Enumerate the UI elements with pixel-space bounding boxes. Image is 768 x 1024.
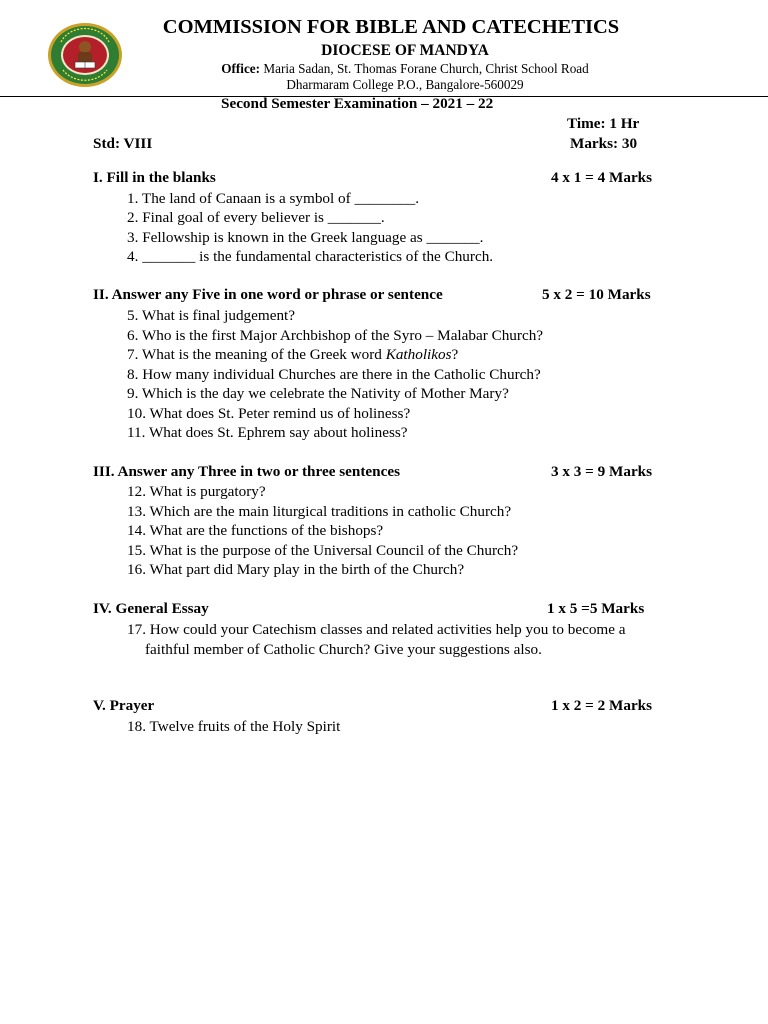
- question-4: 4. _______ is the fundamental characteristics of the Church.: [127, 248, 494, 265]
- question-12: 12. What is purgatory?: [127, 483, 266, 500]
- section-4-title: IV. General Essay: [93, 600, 209, 617]
- diocese-name: DIOCESE OF MANDYA: [321, 42, 489, 59]
- question-15: 15. What is the purpose of the Universal Council of the Church?: [127, 542, 519, 559]
- section-3-marks: 3 x 3 = 9 Marks: [551, 463, 653, 480]
- question-7-end: ?: [451, 346, 459, 363]
- section-5-marks: 1 x 2 = 2 Marks: [551, 697, 653, 714]
- section-1-marks: 4 x 1 = 4 Marks: [551, 169, 653, 186]
- question-11: 11. What does St. Ephrem say about holiness?: [127, 424, 408, 441]
- section-5-title: V. Prayer: [93, 697, 155, 714]
- address-line: Dharmaram College P.O., Bangalore-560029: [286, 77, 524, 92]
- office-line: [0, 61, 768, 77]
- question-5: 5. What is final judgement?: [127, 307, 296, 324]
- section-1-title: I. Fill in the blanks: [93, 169, 216, 186]
- question-3: 3. Fellowship is known in the Greek language as _______.: [127, 229, 484, 246]
- exam-time: Time: 1 Hr: [567, 115, 640, 132]
- question-8: 8. How many individual Churches are there in the Catholic Church?: [127, 366, 541, 383]
- question-6: 6. Who is the first Major Archbishop of the Syro – Malabar Church?: [127, 327, 544, 344]
- question-7-text: 7. What is the meaning of the Greek word: [127, 346, 386, 363]
- exam-title: Second Semester Examination – 2021 – 22: [221, 95, 494, 112]
- question-13: 13. Which are the main liturgical traditions in catholic Church?: [127, 503, 512, 520]
- question-10: 10. What does St. Peter remind us of holiness?: [127, 405, 411, 422]
- section-3-title: III. Answer any Three in two or three sentences: [93, 463, 400, 480]
- question-9: 9. Which is the day we celebrate the Nativity of Mother Mary?: [127, 385, 509, 402]
- question-16: 16. What part did Mary play in the birth of the Church?: [127, 561, 465, 578]
- office-label: Office:: [221, 61, 261, 76]
- section-2-marks: 5 x 2 = 10 Marks: [542, 286, 651, 303]
- exam-std: Std: VIII: [93, 135, 153, 152]
- question-2: 2. Final goal of every believer is _______.: [127, 209, 385, 226]
- office-text: Maria Sadan, St. Thomas Forane Church, Christ School Road: [260, 61, 589, 76]
- commission-title: COMMISSION FOR BIBLE AND CATECHETICS: [162, 16, 620, 38]
- question-1: 1. The land of Canaan is a symbol of ________.: [127, 190, 420, 207]
- question-14: 14. What are the functions of the bishops?: [127, 522, 384, 539]
- question-18: 18. Twelve fruits of the Holy Spirit: [127, 718, 341, 735]
- exam-marks: Marks: 30: [570, 135, 638, 152]
- question-7: [127, 345, 458, 365]
- section-2-title: II. Answer any Five in one word or phrase or sentence: [93, 286, 443, 303]
- section-4-marks: 1 x 5 =5 Marks: [547, 600, 645, 617]
- question-17: 17. How could your Catechism classes and related activities help you to become a faithful member of Catholic Church? Give your suggestions also.: [127, 621, 626, 658]
- question-7-greek-word: Katholikos: [385, 346, 452, 363]
